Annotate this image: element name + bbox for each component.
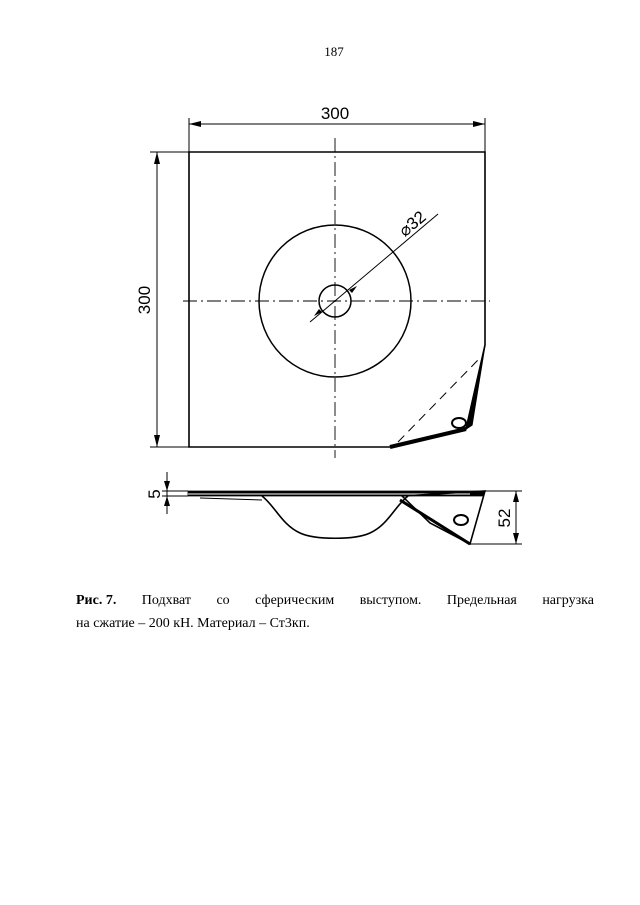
thickness-dimension-label: 5 — [145, 489, 164, 499]
thickness-arrow-bottom — [164, 496, 170, 506]
width-arrow-right — [473, 121, 485, 127]
figure-caption — [76, 589, 594, 635]
caption-word: выступом. — [359, 593, 422, 608]
page-number: 187 — [324, 44, 344, 59]
height-arrow-top — [154, 152, 160, 164]
width-dimension-label: 300 — [320, 104, 350, 123]
caption-word: Подхват — [141, 593, 192, 608]
plan-view — [150, 118, 490, 458]
depth-arrow-bottom — [513, 533, 519, 544]
side-view — [162, 472, 522, 544]
caption-line-2: на сжатие – 200 кН. Материал – Ст3кп. — [76, 616, 310, 631]
bent-lip — [466, 345, 485, 429]
caption-word: нагрузка — [542, 593, 594, 608]
side-tab-edge — [400, 500, 470, 544]
depth-dimension-label: 52 — [495, 508, 514, 528]
diameter-arrow-2 — [349, 286, 357, 293]
side-boss — [262, 496, 408, 538]
height-arrow-bottom — [154, 435, 160, 447]
caption-word: со — [216, 593, 230, 608]
width-arrow-left — [189, 121, 201, 127]
height-dimension-label: 300 — [135, 285, 154, 315]
side-tab-hole — [454, 515, 468, 525]
caption-figure-label: Рис. 7. — [76, 593, 117, 608]
caption-line-1 — [76, 589, 594, 612]
caption-word: сферическим — [255, 593, 335, 608]
diameter-dimension-label: ⌀32 — [395, 207, 430, 241]
side-boss-taper — [200, 498, 262, 500]
depth-arrow-top — [513, 491, 519, 502]
side-tab — [402, 491, 485, 544]
caption-word: Предельная — [446, 593, 517, 608]
thickness-arrow-top — [164, 481, 170, 491]
lip-hole — [452, 418, 466, 428]
